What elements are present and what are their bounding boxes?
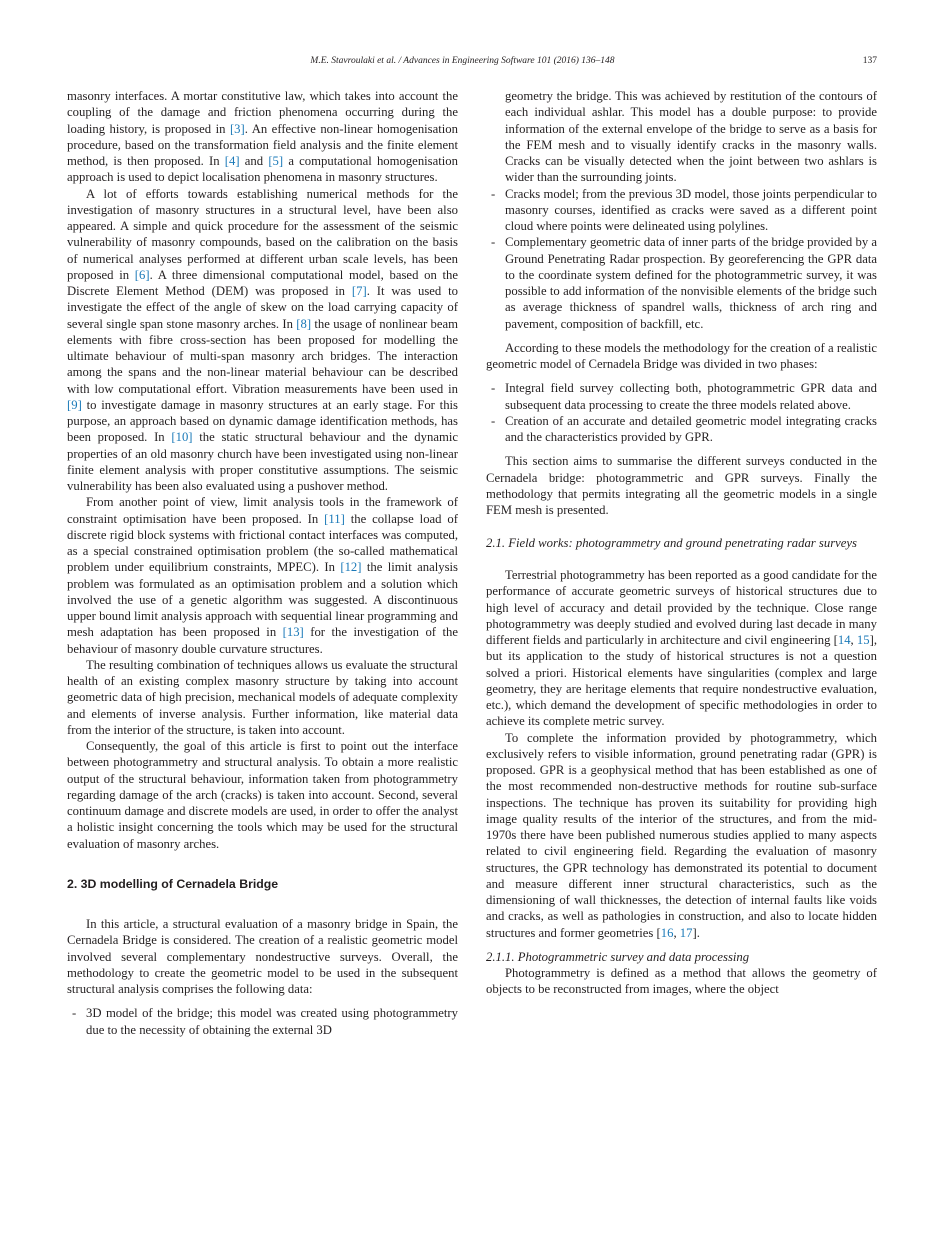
- list-item-continued: geometry the bridge. This was achieved by restitution of the contours of each individual ashlar. This model has a double purpose: to provide information of the external envelope of the bridge to serve as a basis for the FEM mesh and to visually identify cracks in the masonry walls. Cracks can be visually detected when the joint between two ashlars is wider than the surrounding joints.: [505, 89, 877, 185]
- citation-link[interactable]: 16: [660, 925, 674, 940]
- section-title: 2. 3D modelling of Cernadela Bridge: [67, 876, 279, 891]
- list-item: - 3D model of the bridge; this model was created using photogrammetry due to the necessity of obtaining the external 3D: [86, 1005, 458, 1038]
- list-item: - Cracks model; from the previous 3D model, those joints perpendicular to masonry courses, identified as cracks were saved as a different point cloud where points were delineated using polylines.: [505, 186, 877, 235]
- citation-link[interactable]: 15: [856, 633, 870, 647]
- paragraph: Photogrammetry is defined as a method that allows the geometry of objects to be reconstructed from images, where the object: [486, 966, 877, 997]
- paragraph: This section aims to summarise the different surveys conducted in the Cernadela bridge: photogrammetric and GPR surveys. Finally the methodology that permits integrating all the geometric models in a single FEM mesh is presented.: [486, 454, 877, 517]
- paragraph: Consequently, the goal of this article is first to point out the interface between photogrammetry and structural analysis. To obtain a more realistic output of the structural behaviour, information taken from photogrammetry regarding damage of the arch (cracks) is taken into account. Second, several continuum damage and discrete models are used, in order to offer the analyst a holistic insight concerning the tools which may be used for the structural evaluation of masonry arches.: [67, 739, 458, 851]
- running-header: [0, 56, 925, 70]
- citation-link[interactable]: [7]: [351, 284, 367, 298]
- citation-link[interactable]: [13]: [282, 625, 304, 640]
- citation-link[interactable]: 17: [679, 925, 693, 940]
- journal-reference: M.E. Stavroulaki et al. / Advances in Engineering Software 101 (2016) 136–148: [310, 56, 615, 66]
- citation-link[interactable]: [10]: [171, 430, 193, 445]
- citation-link[interactable]: [5]: [268, 154, 284, 168]
- paragraph: From another point of view, limit analysis tools in the framework of constraint optimisation have been proposed. In [11] the collapse load of discrete rigid block systems with frictional contact interfaces was computed, as a special constrained optimisation problem (the so-called mathematical problem under equilibrium constraints, MPEC). In [12] the limit analysis problem was formulated as an optimisation problem and a solution which involved the use of a genetic algorithm was suggested. A discontinuous upper bound limit analysis approach with sequential linear programming and mesh adaptation has been proposed in [13] for the investigation of the behaviour of masonry double curvature structures.: [67, 495, 458, 656]
- citation-link[interactable]: [8]: [296, 316, 312, 331]
- paragraph: Terrestrial photogrammetry has been reported as a good candidate for the performance of accurate geometric surveys of historical structures due to high level of accuracy and detail provided by the technique. Close range photogrammetry was deeply studied and evolved during last decade in many different fields and particularly in architecture and civil engineering [14, 15], but its application to the study of historical structures is not a question solved a priori. Historical elements have singularities (complex and large geometry, they are heritage elements that require nondestructive evaluation, etc.), which demand the development of specific methodologies in order to achieve its complete metric survey.: [486, 568, 878, 729]
- paragraph: The resulting combination of techniques allows us evaluate the structural health of an existing complex masonry structure by taking into account geometric data of high precision, mechanical models of adequate complexity and elements of inverse analysis. Further information, like material data from the interior of the structure, is taken into account.: [67, 657, 458, 737]
- right-column: [486, 88, 877, 998]
- page-number: 137: [862, 56, 877, 66]
- paragraph: masonry interfaces. A mortar constitutive law, which takes into account the coupling of the damage and friction phenomena occurring during the loading history, is proposed in [3]. An effective non-linear homogenisation procedure, based on the transformation field analysis and the finite element method, is then proposed. In [4] and [5] a computational homogenisation approach is used to depict localisation phenomena in masonry structures.: [67, 89, 458, 185]
- bullet-list: [486, 88, 877, 332]
- list-item: - Integral field survey collecting both, photogrammetric GPR data and subsequent data processing to create the three models related above.: [505, 380, 877, 413]
- bullet-list: [67, 1005, 458, 1038]
- paragraph: According to these models the methodology for the creation of a realistic geometric model of Cernadela Bridge was divided in two phases:: [486, 340, 877, 371]
- paragraph: To complete the information provided by photogrammetry, which exclusively refers to visible information, ground penetrating radar (GPR) is proposed. GPR is a geophysical method that has been established as one of the most recommended non-destructive methods for routine sub-surface inspections. The technique has proven its suitability for providing high image quality results of the interior of the structures, and from the mid-1970s there have been published numerous studies applied to many aspects related to civil engineering field. Regarding the evaluation of masonry structures, the GPR technology has demonstrated its potential to document and measure different inner structural characteristics, such as the dimensioning of wall thicknesses, the detection of internal faults like voids and cracks, as well as pathologies in construction, and also to locate hidden structures and former geometries [16, 17].: [486, 730, 877, 940]
- citation-link[interactable]: [4]: [224, 154, 240, 168]
- citation-link[interactable]: 14: [837, 633, 851, 647]
- citation-link[interactable]: [6]: [134, 267, 150, 282]
- subsection-title: 2.1. Field works: photogrammetry and ground penetrating radar surveys: [486, 535, 857, 550]
- paragraph: A lot of efforts towards establishing numerical methods for the investigation of masonry structures in a structural level, have been also appeared. A simple and quick procedure for the assessment of the seismic vulnerability of masonry compounds, based on the calibration on the basis of numerical analyses performed at different urban scale levels, has been proposed in [6]. A three dimensional computational model, based on the Discrete Element Method (DEM) was proposed in [7]. It was used to investigate the effect of the angle of skew on the load carrying capacity of several single span stone masonry arches. In [8] the usage of nonlinear beam elements with fibre cross-section has been proposed for modelling the ultimate behaviour of multi-span masonry arch bridges. The interaction among the spans and the non-linear material behaviour can be described with low computational effort. Vibration measurements have been used in [9] to investigate damage in masonry structures at an early stage. For this purpose, an approach based on dynamic damage identification methods, has been proposed. In [10] the static structural behaviour and the dynamic properties of an old masonry church have been investigated using non-linear finite element analysis with proper constitutive assumptions. The seismic vulnerability has been also evaluated using a pushover method.: [67, 186, 458, 493]
- left-column: [67, 88, 458, 1038]
- paragraph: In this article, a structural evaluation of a masonry bridge in Spain, the Cernadela Bridge is considered. The creation of a realistic geometric model involved several complementary nondestructive surveys. Overall, the methodology to create the geometric model to be used in the subsequent structural analysis comprises the following data:: [67, 917, 458, 996]
- citation-link[interactable]: [11]: [324, 511, 345, 526]
- subsubsection-title: 2.1.1. Photogrammetric survey and data processing: [486, 949, 750, 964]
- citation-link[interactable]: [12]: [340, 560, 362, 575]
- citation-link[interactable]: [9]: [67, 397, 82, 412]
- citation-link[interactable]: [3]: [229, 121, 245, 136]
- bullet-list: [486, 380, 877, 445]
- list-item: - Creation of an accurate and detailed geometric model integrating cracks and the characteristics provided by GPR.: [505, 413, 877, 446]
- list-item: - Complementary geometric data of inner parts of the bridge provided by a Ground Penetrating Radar prospection. By georeferencing the GPR data to the coordinate system defined for the photogrammetric survey, it was possible to add information of the nonvisible elements of the bridge such as average thickness of spandrel walls, thickness of arch ring and pavement, composition of backfill, etc.: [505, 234, 877, 332]
